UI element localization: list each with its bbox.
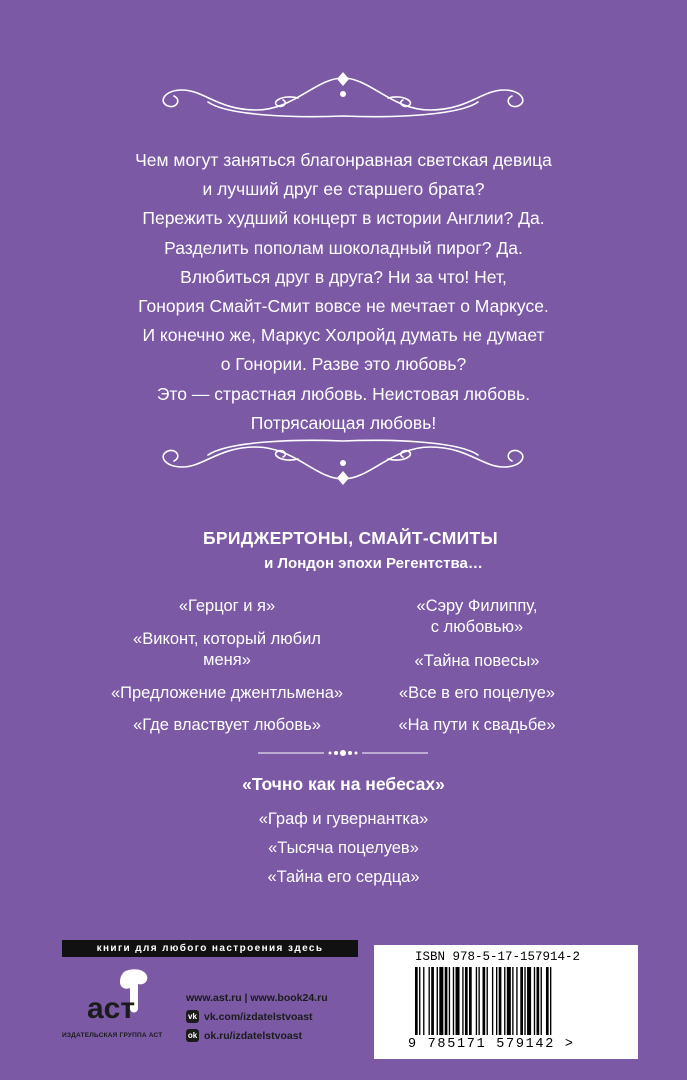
- barcode-icon: [415, 967, 615, 1035]
- barcode-bar: [507, 967, 511, 1035]
- barcode-bar: [537, 967, 540, 1035]
- barcode-bar: [429, 967, 430, 1035]
- barcode-bar: [415, 967, 418, 1035]
- blurb-line: Потрясающая любовь!: [250, 412, 437, 433]
- book-title-line: «Виконт, который любил: [133, 630, 321, 648]
- barcode-bar: [453, 967, 454, 1035]
- vk-link[interactable]: [186, 1007, 328, 1026]
- book-title: [92, 715, 362, 736]
- barcode-bar: [534, 967, 535, 1035]
- barcode-bar: [527, 967, 531, 1035]
- website-link[interactable]: [186, 988, 328, 1007]
- barcode-bar: [541, 967, 542, 1035]
- ok-link-text[interactable]: ok.ru/izdatelstvoast: [204, 1029, 303, 1042]
- book-title: «Тайна его сердца»: [267, 868, 420, 886]
- barcode-bar: [483, 967, 486, 1035]
- blurb-line: о Гонории. Разве это любовь?: [220, 354, 467, 375]
- blurb-line: и лучший друг ее старшего брата?: [202, 179, 485, 200]
- vk-icon: vk: [186, 1010, 199, 1023]
- other-series-title: «Точно как на небесах»: [242, 774, 445, 794]
- barcode-bar: [550, 967, 551, 1035]
- tagline-bar: книги для любого настроения здесь: [62, 940, 358, 957]
- other-series: [0, 774, 687, 892]
- publisher-label: ИЗДАТЕЛЬСКАЯ ГРУППА АСТ: [62, 1032, 163, 1039]
- book-title-line: «Где властвует любовь»: [133, 716, 321, 734]
- vk-link-text[interactable]: vk.com/izdatelstvoast: [204, 1010, 313, 1023]
- barcode-bar: [462, 967, 463, 1035]
- blurb-line: Пережить худший концерт в истории Англии? Да.: [142, 208, 545, 229]
- book-title: «Тысяча поцелуев»: [268, 839, 419, 857]
- blurb-line: Чем могут заняться благонравная светская девица: [135, 150, 552, 170]
- series-title: БРИДЖЕРТОНЫ, СМАЙТ-СМИТЫ: [203, 528, 498, 548]
- ok-link[interactable]: [186, 1026, 328, 1045]
- ok-icon: ok: [187, 1031, 198, 1040]
- book-title-line: «На пути к свадьбе»: [398, 716, 556, 734]
- book-title-line: меня»: [203, 651, 251, 669]
- book-list-left: [92, 596, 362, 736]
- book-title-line: «Все в его поцелуе»: [398, 684, 556, 702]
- book-title-line: с любовью»: [430, 618, 524, 636]
- barcode-digits: 9 785171 579142 >: [408, 1037, 575, 1052]
- book-title: [362, 596, 592, 651]
- book-title: [362, 651, 592, 683]
- flourish-ornament-bottom: [148, 437, 538, 485]
- book-list-right: [362, 596, 592, 736]
- publisher-links: [186, 988, 328, 1045]
- blurb-text: [20, 146, 667, 438]
- book-title: [92, 629, 362, 683]
- series-subtitle: и Лондон эпохи Регентства…: [264, 555, 483, 572]
- barcode-bar: [445, 967, 448, 1035]
- blurb-line: Разделить пополам шоколадный пирог? Да.: [164, 237, 523, 258]
- barcode-bar: [465, 967, 468, 1035]
- barcode-bar: [512, 967, 513, 1035]
- ast-logo-text: аст: [87, 992, 136, 1025]
- barcode-bar: [492, 967, 493, 1035]
- book-title-line: «Сэру Филиппу,: [416, 597, 538, 615]
- barcode-bar: [520, 967, 523, 1035]
- barcode-bar: [499, 967, 502, 1035]
- barcode-bar: [419, 967, 420, 1035]
- barcode-bar: [423, 967, 424, 1035]
- barcode-bar: [439, 967, 443, 1035]
- barcode-bar: [437, 967, 438, 1035]
- barcode-bar: [469, 967, 472, 1035]
- blurb-line: И конечно же, Маркус Холройд думать не думает: [142, 325, 545, 346]
- barcode-box: [374, 945, 638, 1059]
- barcode-bar: [431, 967, 434, 1035]
- barcode-bar: [496, 967, 497, 1035]
- isbn-label: ISBN 978-5-17-157914-2: [415, 950, 581, 964]
- book-title: [92, 683, 362, 715]
- book-title: [362, 683, 592, 715]
- book-title-line: «Предложение джентльмена»: [110, 684, 344, 702]
- website-text[interactable]: www.ast.ru | www.book24.ru: [186, 991, 328, 1004]
- barcode-bar: [487, 967, 488, 1035]
- blurb-line: Это — страстная любовь. Неистовая любовь.: [156, 383, 531, 404]
- ast-logo-icon: [82, 966, 154, 1030]
- book-title-line: «Герцог и я»: [178, 597, 276, 615]
- barcode-bar: [476, 967, 477, 1035]
- barcode-bar: [478, 967, 479, 1035]
- barcode-bar: [524, 967, 525, 1035]
- book-title: [362, 715, 592, 736]
- barcode-bar: [504, 967, 505, 1035]
- dotted-divider: [258, 748, 428, 758]
- barcode-bar: [516, 967, 517, 1035]
- barcode-bar: [449, 967, 450, 1035]
- book-title: «Граф и гувернантка»: [258, 810, 429, 828]
- book-title: [92, 596, 362, 629]
- barcode-bar: [456, 967, 460, 1035]
- flourish-ornament-top: [148, 72, 538, 120]
- blurb-line: Влюбиться друг в друга? Ни за что! Нет,: [180, 266, 507, 287]
- book-title-line: «Тайна повесы»: [414, 652, 540, 670]
- barcode-bar: [546, 967, 549, 1035]
- blurb-line: Гонория Смайт-Смит вовсе не мечтает о Маркусе.: [138, 296, 549, 317]
